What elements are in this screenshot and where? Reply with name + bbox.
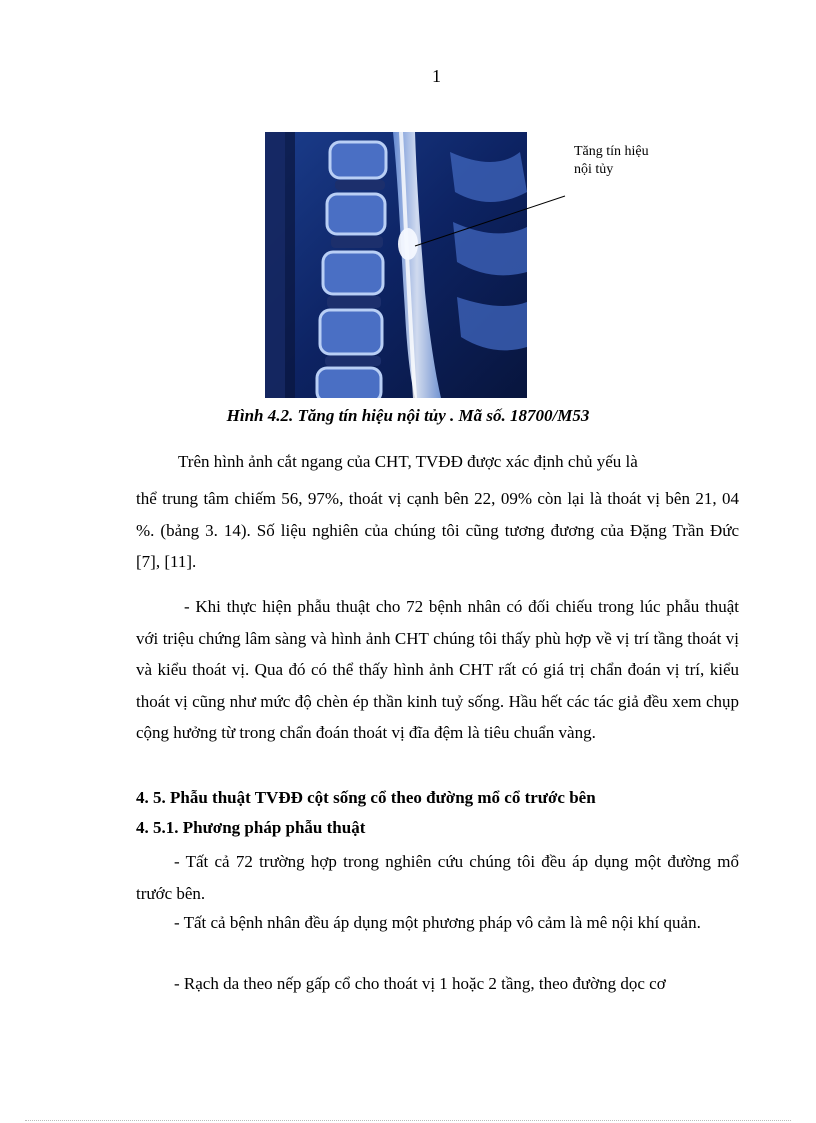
paragraph-1-rest: thể trung tâm chiếm 56, 97%, thoát vị cạnh bên 22, 09% còn lại là thoát vị bên 21, 04 %. (bảng 3. 14). Số liệu nghiên của chúng tôi cũng tương đương của Đặng Trần Đức [7], [11]. [136, 489, 739, 571]
bullet-paragraph-2: - Tất cả bệnh nhân đều áp dụng một phương pháp vô cảm là mê nội khí quản. [174, 913, 701, 932]
page-number: 1 [432, 66, 441, 86]
bullet-paragraph-1: - Tất cả 72 trường hợp trong nghiên cứu chúng tôi đều áp dụng một đường mổ trước bên. [136, 852, 739, 903]
figure-callout [574, 143, 649, 179]
section-heading: 4. 5. Phẫu thuật TVĐĐ cột sống cổ theo đường mổ cổ trước bên [136, 788, 596, 807]
callout-line-1: Tăng tín hiệu [574, 144, 649, 159]
paragraph-2: - Khi thực hiện phẫu thuật cho 72 bệnh nhân có đối chiếu trong lúc phẫu thuật với triệu chứng lâm sàng và hình ảnh CHT chúng tôi thấy phù hợp về vị trí tầng thoát vị và kiểu thoát vị. Qua đó có thể thấy hình ảnh CHT rất có giá trị chẩn đoán vị trí, kiểu thoát vị cũng như mức độ chèn ép thần kinh tuỷ sống. Hầu hết các tác giả đều xem chụp cộng hưởng từ trong chẩn đoán thoát vị đĩa đệm là tiêu chuẩn vàng. [136, 597, 739, 742]
subsection-heading: 4. 5.1. Phương pháp phẫu thuật [136, 818, 366, 837]
callout-line-2: nội tủy [574, 162, 614, 177]
mri-image [265, 132, 527, 398]
figure-caption: Hình 4.2. Tăng tín hiệu nội tủy . Mã số. 18700/M53 [226, 406, 590, 425]
page-bottom-divider [25, 1120, 791, 1121]
bullet-paragraph-3: - Rạch da theo nếp gấp cổ cho thoát vị 1 hoặc 2 tầng, theo đường dọc cơ [174, 974, 666, 993]
paragraph-1-first-line: Trên hình ảnh cắt ngang của CHT, TVĐĐ được xác định chủ yếu là [178, 452, 638, 471]
